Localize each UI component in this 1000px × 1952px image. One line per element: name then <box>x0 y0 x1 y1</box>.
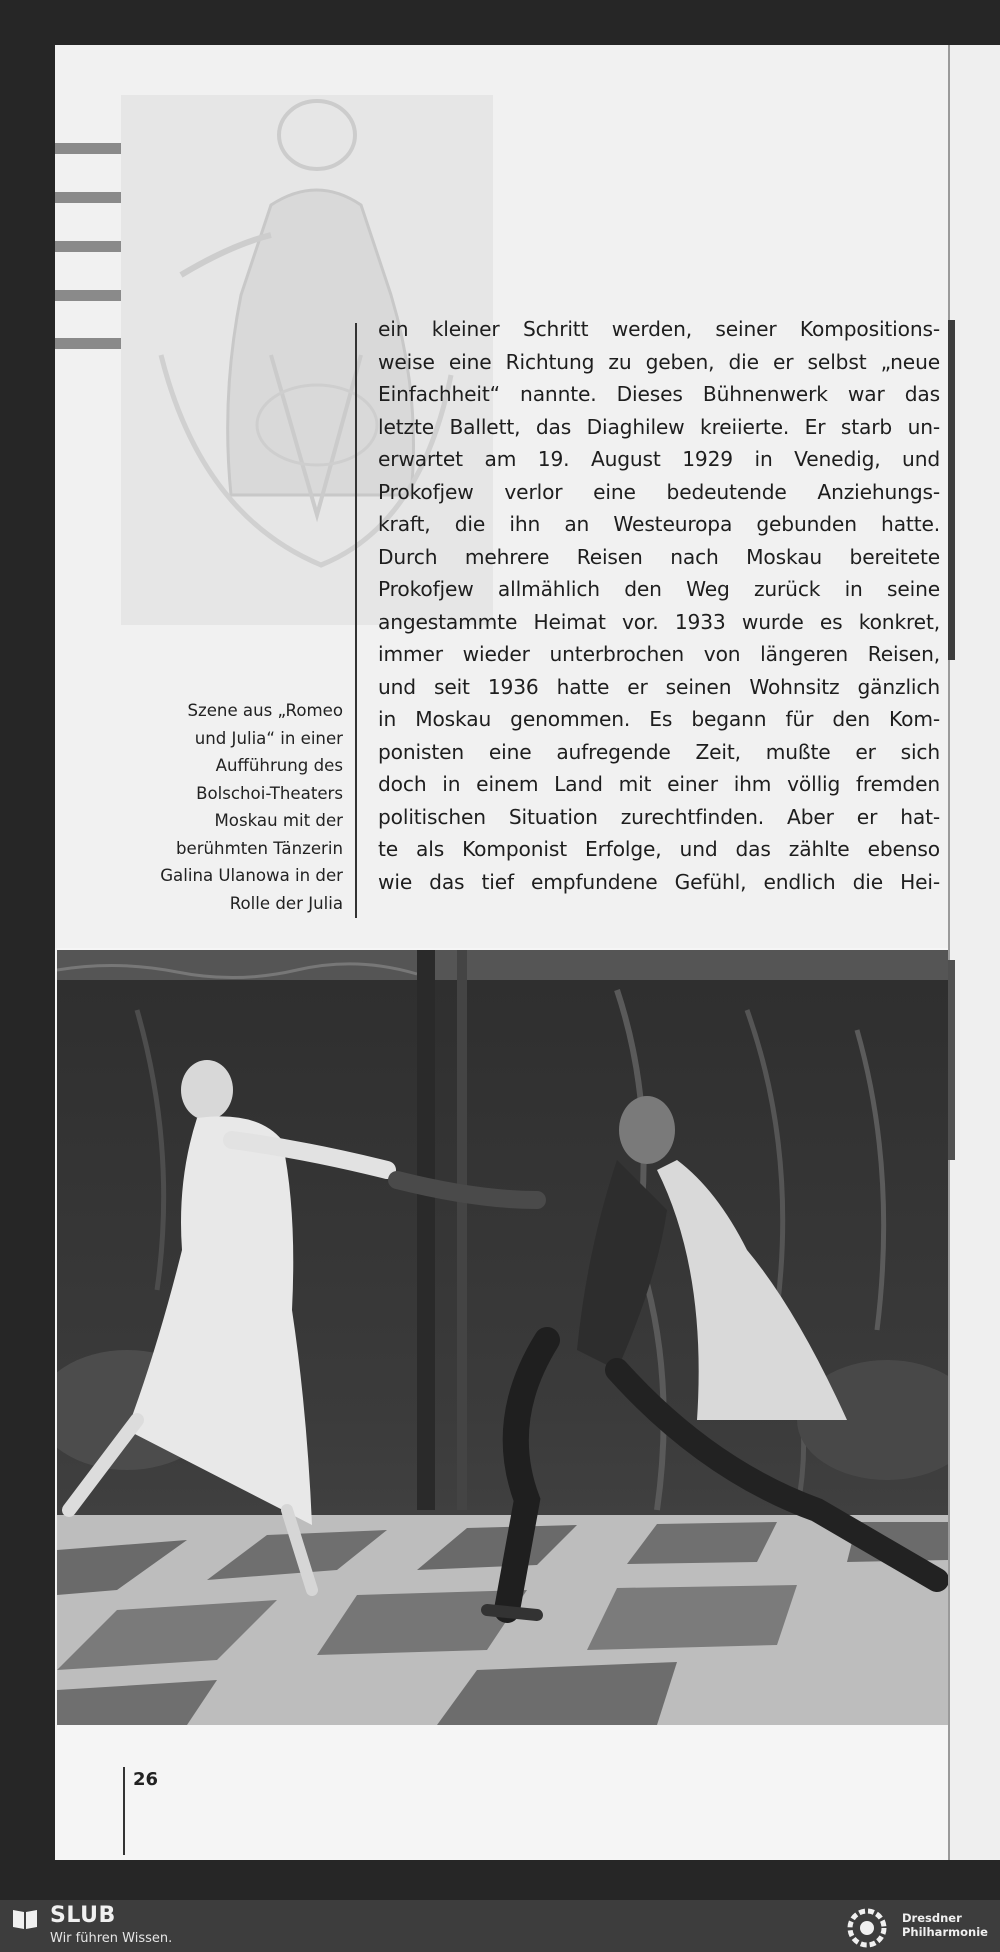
next-page-photo-edge-lower <box>948 960 955 1160</box>
page-tab-markers <box>55 95 121 315</box>
booklet-page <box>55 45 948 1860</box>
next-page-photo-edge <box>948 320 955 660</box>
body-line: Einfachheit“ nannte. Dieses Bühnenwerk war das <box>378 382 940 406</box>
body-line: doch in einem Land mit einer ihm völlig fremden <box>378 772 940 796</box>
ballet-photo <box>57 950 948 1725</box>
caption-line: Bolschoi-Theaters <box>196 783 343 803</box>
body-line: weise eine Richtung zu geben, die er selbst „neue <box>378 349 940 374</box>
library-tagline: Wir führen Wissen. <box>50 1931 173 1946</box>
body-line: und seit 1936 hatte er seinen Wohnsitz gänzlich <box>378 674 940 699</box>
body-line: politischen Situation zurechtfinden. Aber er hat- <box>378 804 940 829</box>
philharmonie-logo-icon <box>840 1906 894 1950</box>
body-line: te als Komponist Erfolge, und das zählte ebenso <box>378 837 940 861</box>
body-line: angestammte Heimat vor. 1933 wurde es konkret, <box>378 609 940 634</box>
body-line: Prokofjew verlor eine bedeutende Anziehungs- <box>378 479 940 504</box>
body-line: wie das tief empfundene Gefühl, endlich die Hei- <box>378 869 940 894</box>
library-name: SLUB <box>50 1903 116 1928</box>
partner-name-line: Philharmonie <box>902 1925 988 1939</box>
body-line: Prokofjew allmählich den Weg zurück in seine <box>378 577 940 601</box>
partner-name-line: Dresdner <box>902 1911 962 1925</box>
caption-line: Galina Ulanowa in der <box>160 866 343 885</box>
footer-bar <box>0 1900 1000 1952</box>
caption-line: Rolle der Julia <box>229 893 343 913</box>
tab-marker <box>55 338 121 349</box>
body-line: immer wieder unterbrochen von längeren Reisen, <box>378 642 940 666</box>
page-number-divider <box>123 1767 125 1855</box>
book-icon <box>12 1908 38 1930</box>
next-page-edge <box>948 45 1000 1860</box>
tab-marker <box>55 290 121 301</box>
body-line: kraft, die ihn an Westeuropa gebunden hatte. <box>378 512 940 536</box>
caption-line: Szene aus „Romeo <box>187 701 343 720</box>
body-line: ponisten eine aufregende Zeit, mußte er sich <box>378 739 940 764</box>
partner-name <box>902 1911 988 1939</box>
caption-line: Aufführung des <box>215 756 343 775</box>
body-line: in Moskau genommen. Es begann für den Kom- <box>378 707 940 731</box>
tab-marker <box>55 241 121 252</box>
body-line: erwartet am 19. August 1929 in Venedig, und <box>378 447 940 471</box>
photo-caption <box>115 697 343 917</box>
page-number: 26 <box>133 1769 159 1790</box>
body-line: ein kleiner Schritt werden, seiner Kompositions- <box>378 317 940 341</box>
body-line: letzte Ballett, das Diaghilew kreiierte. Er starb un- <box>378 414 940 439</box>
caption-line: berühmten Tänzerin <box>175 838 343 858</box>
body-text <box>378 313 940 898</box>
caption-line: Moskau mit der <box>214 811 343 830</box>
tab-marker <box>55 143 121 154</box>
caption-line: und Julia“ in einer <box>194 728 343 748</box>
column-divider <box>355 323 357 918</box>
body-line: Durch mehrere Reisen nach Moskau bereitete <box>378 544 940 569</box>
tab-marker <box>55 192 121 203</box>
